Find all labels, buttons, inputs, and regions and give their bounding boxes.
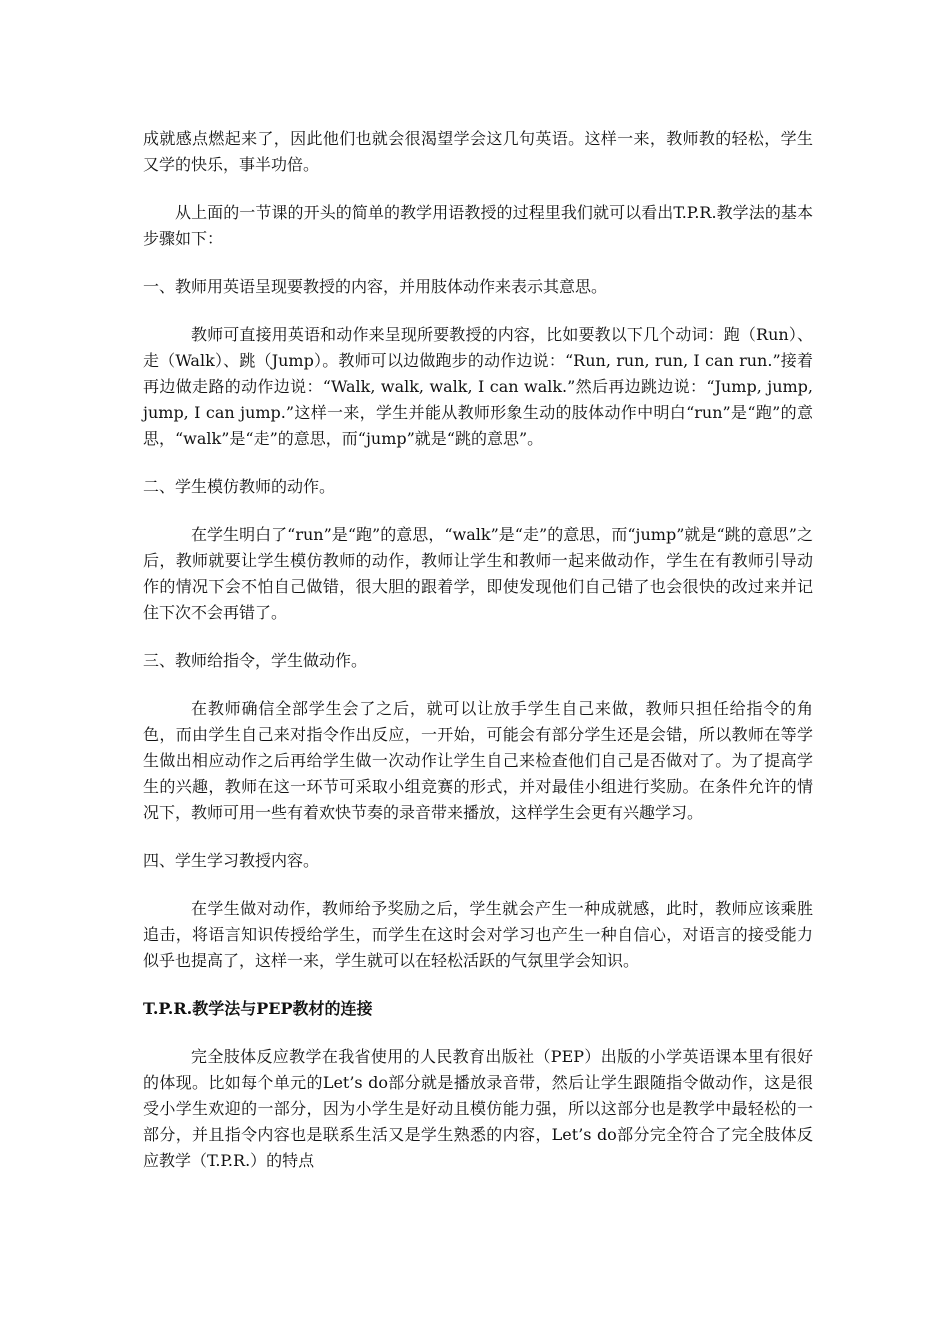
step-one-heading: 一、教师用英语呈现要教授的内容，并用肢体动作来表示其意思。 (143, 277, 608, 296)
paragraph-tpr-steps-intro: 从上面的一节课的开头的简单的教学用语教授的过程里我们就可以看出T.P.R.教学法的基本步骤如下： (143, 203, 813, 248)
paragraph-continued: 成就感点燃起来了，因此他们也就会很渴望学会这几句英语。这样一来，教师教的轻松，学生又学的快乐，事半功倍。 (143, 129, 813, 174)
document-body (143, 126, 813, 1196)
step-four-heading: 四、学生学习教授内容。 (143, 851, 320, 870)
section-heading: T.P.R.教学法与PEP教材的连接 (143, 999, 373, 1018)
paragraph-step-three: 在教师确信全部学生会了之后，就可以让放手学生自己来做，教师只担任给指令的角色，而由学生自己来对指令作出反应，一开始，可能会有部分学生还是会错，所以教师在等学生做出相应动作之后再给学生做一次动作让学生自己来检查他们自己是否做对了。为了提高学生的兴趣，教师在这一环节可采取小组竞赛的形式，并对最佳小组进行奖励。在条件允许的情况下，教师可用一些有着欢快节奏的录音带来播放，这样学生会更有兴趣学习。 (143, 699, 813, 822)
step-three-heading: 三、教师给指令，学生做动作。 (143, 651, 368, 670)
paragraph-step-one: 教师可直接用英语和动作来呈现所要教授的内容，比如要教以下几个动词：跑（Run）、走（Walk）、跳（Jump）。教师可以边做跑步的动作边说：“Run, run, run, I can run.”接着再边做走路的动作边说：“Walk, walk, walk, I can walk.”然后再边跳边说：“Jump, jump, jump, I can jump.”这样一来，学生并能从教师形象生动的肢体动作中明白“run”是“跑”的意思，“walk”是“走”的意思，而“jump”就是“跳的意思”。 (143, 325, 813, 448)
paragraph-step-four: 在学生做对动作，教师给予奖励之后，学生就会产生一种成就感，此时，教师应该乘胜追击，将语言知识传授给学生，而学生在这时会对学习也产生一种自信心，对语言的接受能力似乎也提高了，这样一来，学生就可以在轻松活跃的气氛里学会知识。 (143, 899, 813, 970)
step-two-heading: 二、学生模仿教师的动作。 (143, 477, 336, 496)
paragraph-pep-connection: 完全肢体反应教学在我省使用的人民教育出版社（PEP）出版的小学英语课本里有很好的体现。比如每个单元的Let’s do部分就是播放录音带，然后让学生跟随指令做动作，这是很受小学生欢迎的一部分，因为小学生是好动且模仿能力强，所以这部分也是教学中最轻松的一部分，并且指令内容也是联系生活又是学生熟悉的内容，Let’s do部分完全符合了完全肢体反应教学（T.P.R.）的特点 (143, 1047, 813, 1170)
paragraph-step-two: 在学生明白了“run”是“跑”的意思，“walk”是“走”的意思，而“jump”就是“跳的意思”之后，教师就要让学生模仿教师的动作，教师让学生和教师一起来做动作，学生在有教师引导动作的情况下会不怕自己做错，很大胆的跟着学，即使发现他们自己错了也会很快的改过来并记住下次不会再错了。 (143, 525, 813, 622)
